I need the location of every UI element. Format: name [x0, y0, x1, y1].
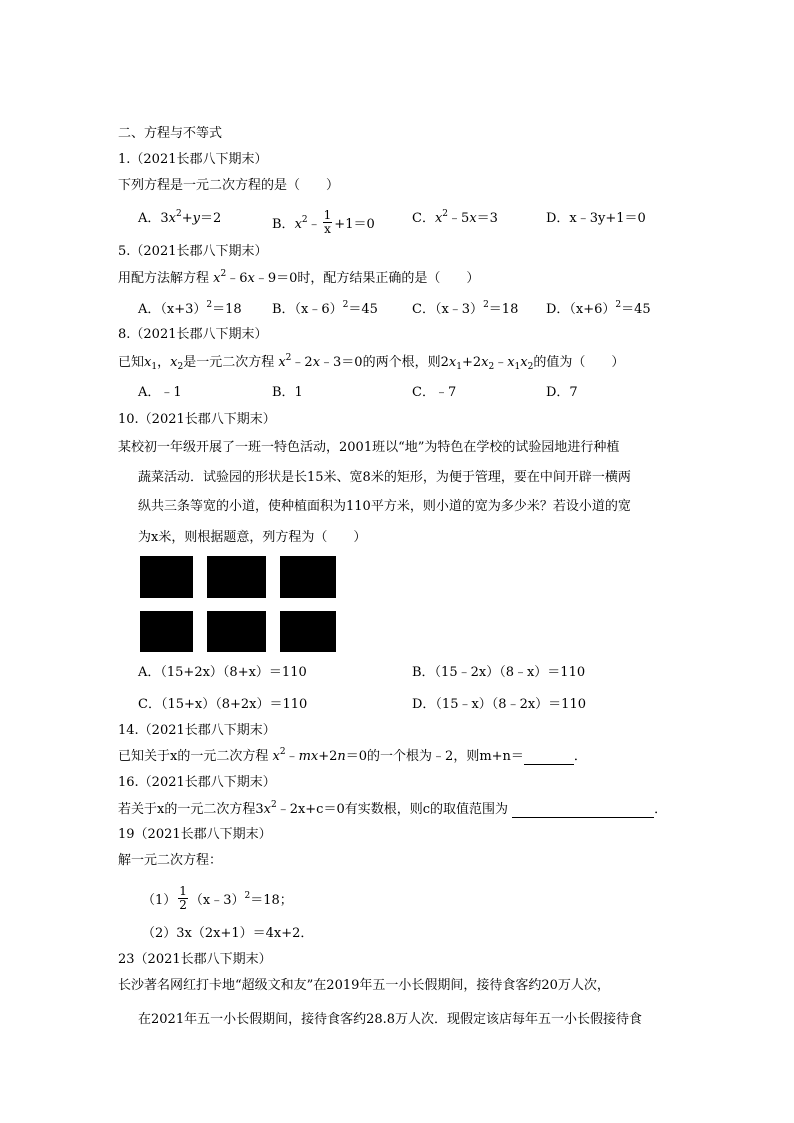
answer-blank[interactable] — [512, 817, 654, 818]
question-1-option-c: C．$x^2﹣5x=3$ — [412, 209, 498, 226]
question-8-option-b: B．1 — [272, 385, 303, 400]
question-19-part-2: （2）3x（2x+1）＝4x+2． — [142, 926, 314, 941]
garden-figure — [140, 556, 336, 652]
question-5-stem: 用配方法解方程 $x^2﹣6x﹣9=0$时，配方结果正确的是（ ） — [118, 269, 480, 286]
question-10-option-a: A．（15+2x）（8+x）＝110 — [138, 665, 307, 680]
question-10-stem-line-1: 某校初一年级开展了一班一特色活动，2001班以“地”为特色在学校的试验园地进行种植 — [118, 440, 620, 455]
question-1-label: 1.（2021长郡八下期末） — [118, 152, 268, 167]
question-16-stem: 若关于x的一元二次方程$3x^2﹣2x+c=0$有实数根，则c的取值范围为 ． — [118, 800, 668, 817]
question-8-label: 8.（2021长郡八下期末） — [118, 327, 268, 342]
question-19-label: 19（2021长郡八下期末） — [118, 827, 272, 842]
question-10-stem-line-3: 纵共三条等宽的小道，使种植面积为110平方米，则小道的宽为多少米？若设小道的宽 — [138, 499, 631, 514]
vertical-path-right — [266, 556, 280, 652]
question-19-part-1: （1） $\frac{1}{2}$ （x﹣3）$^2$＝18； — [142, 884, 293, 912]
question-5-option-b: B．（x﹣6）$^2$＝45 — [272, 300, 378, 317]
horizontal-path — [140, 598, 336, 611]
question-8-option-c: C．﹣7 — [412, 385, 457, 400]
fraction: $\frac{1}{x}$ — [323, 208, 332, 236]
question-23-stem-line-2: 在2021年五一小长假期间，接待食客约28.8万人次．现假定该店每年五一小长假接待食 — [138, 1012, 643, 1027]
question-1-option-d: D．x﹣3y+1＝0 — [546, 211, 646, 226]
question-8-stem: 已知$x_1$，$x_2$是一元二次方程 $x^2﹣2x﹣3=0$的两个根，则$2x_1+2x_2﹣x_1x_2$的值为（ ） — [118, 353, 625, 372]
question-19-stem: 解一元二次方程： — [118, 853, 223, 868]
question-8-option-d: D．7 — [546, 385, 578, 400]
question-1-option-a: A．$3x^2+y=2$ — [138, 209, 222, 226]
section-title: 二、方程与不等式 — [118, 126, 223, 141]
question-10-label: 10.（2021长郡八下期末） — [118, 412, 276, 427]
question-10-option-b: B．（15﹣2x）（8﹣x）＝110 — [412, 665, 586, 680]
question-5-option-a: A．$(x+3)^2=18$ — [138, 300, 242, 317]
question-10-option-c: C．（15+x）（8+2x）＝110 — [138, 697, 308, 712]
question-1-stem: 下列方程是一元二次方程的是（ ） — [118, 178, 340, 193]
question-10-stem-line-4: 为x米，则根据题意，列方程为（ ） — [138, 530, 367, 545]
question-5-label: 5.（2021长郡八下期末） — [118, 244, 268, 259]
question-14-stem: 已知关于x的一元二次方程 $x^2﹣mx+2n=0$的一个根为﹣2，则m+n＝ ． — [118, 747, 587, 764]
fraction: $\frac{1}{2}$ — [179, 884, 187, 912]
question-10-option-d: D．（15﹣x）（8﹣2x）＝110 — [412, 697, 586, 712]
question-23-label: 23（2021长郡八下期末） — [118, 952, 272, 967]
question-14-label: 14.（2021长郡八下期末） — [118, 723, 276, 738]
question-5-option-d: D．$(x+6)^2=45$ — [546, 300, 651, 317]
question-10-stem-line-2: 蔬菜活动．试验园的形状是长15米、宽8米的矩形，为便于管理，要在中间开辟一横两 — [138, 470, 631, 485]
question-16-label: 16.（2021长郡八下期末） — [118, 775, 276, 790]
question-1-option-b: B．$x^2﹣$ $\frac{1}{x}$ +1＝0 — [272, 208, 375, 236]
answer-blank[interactable] — [524, 764, 574, 765]
question-5-option-c: C．（x﹣3）$^2$＝18 — [412, 300, 519, 317]
vertical-path-left — [193, 556, 207, 652]
question-23-stem-line-1: 长沙著名网红打卡地“超级文和友”在2019年五一小长假期间，接待食客约20万人次， — [118, 978, 610, 993]
question-8-option-a: A．﹣1 — [138, 385, 182, 400]
